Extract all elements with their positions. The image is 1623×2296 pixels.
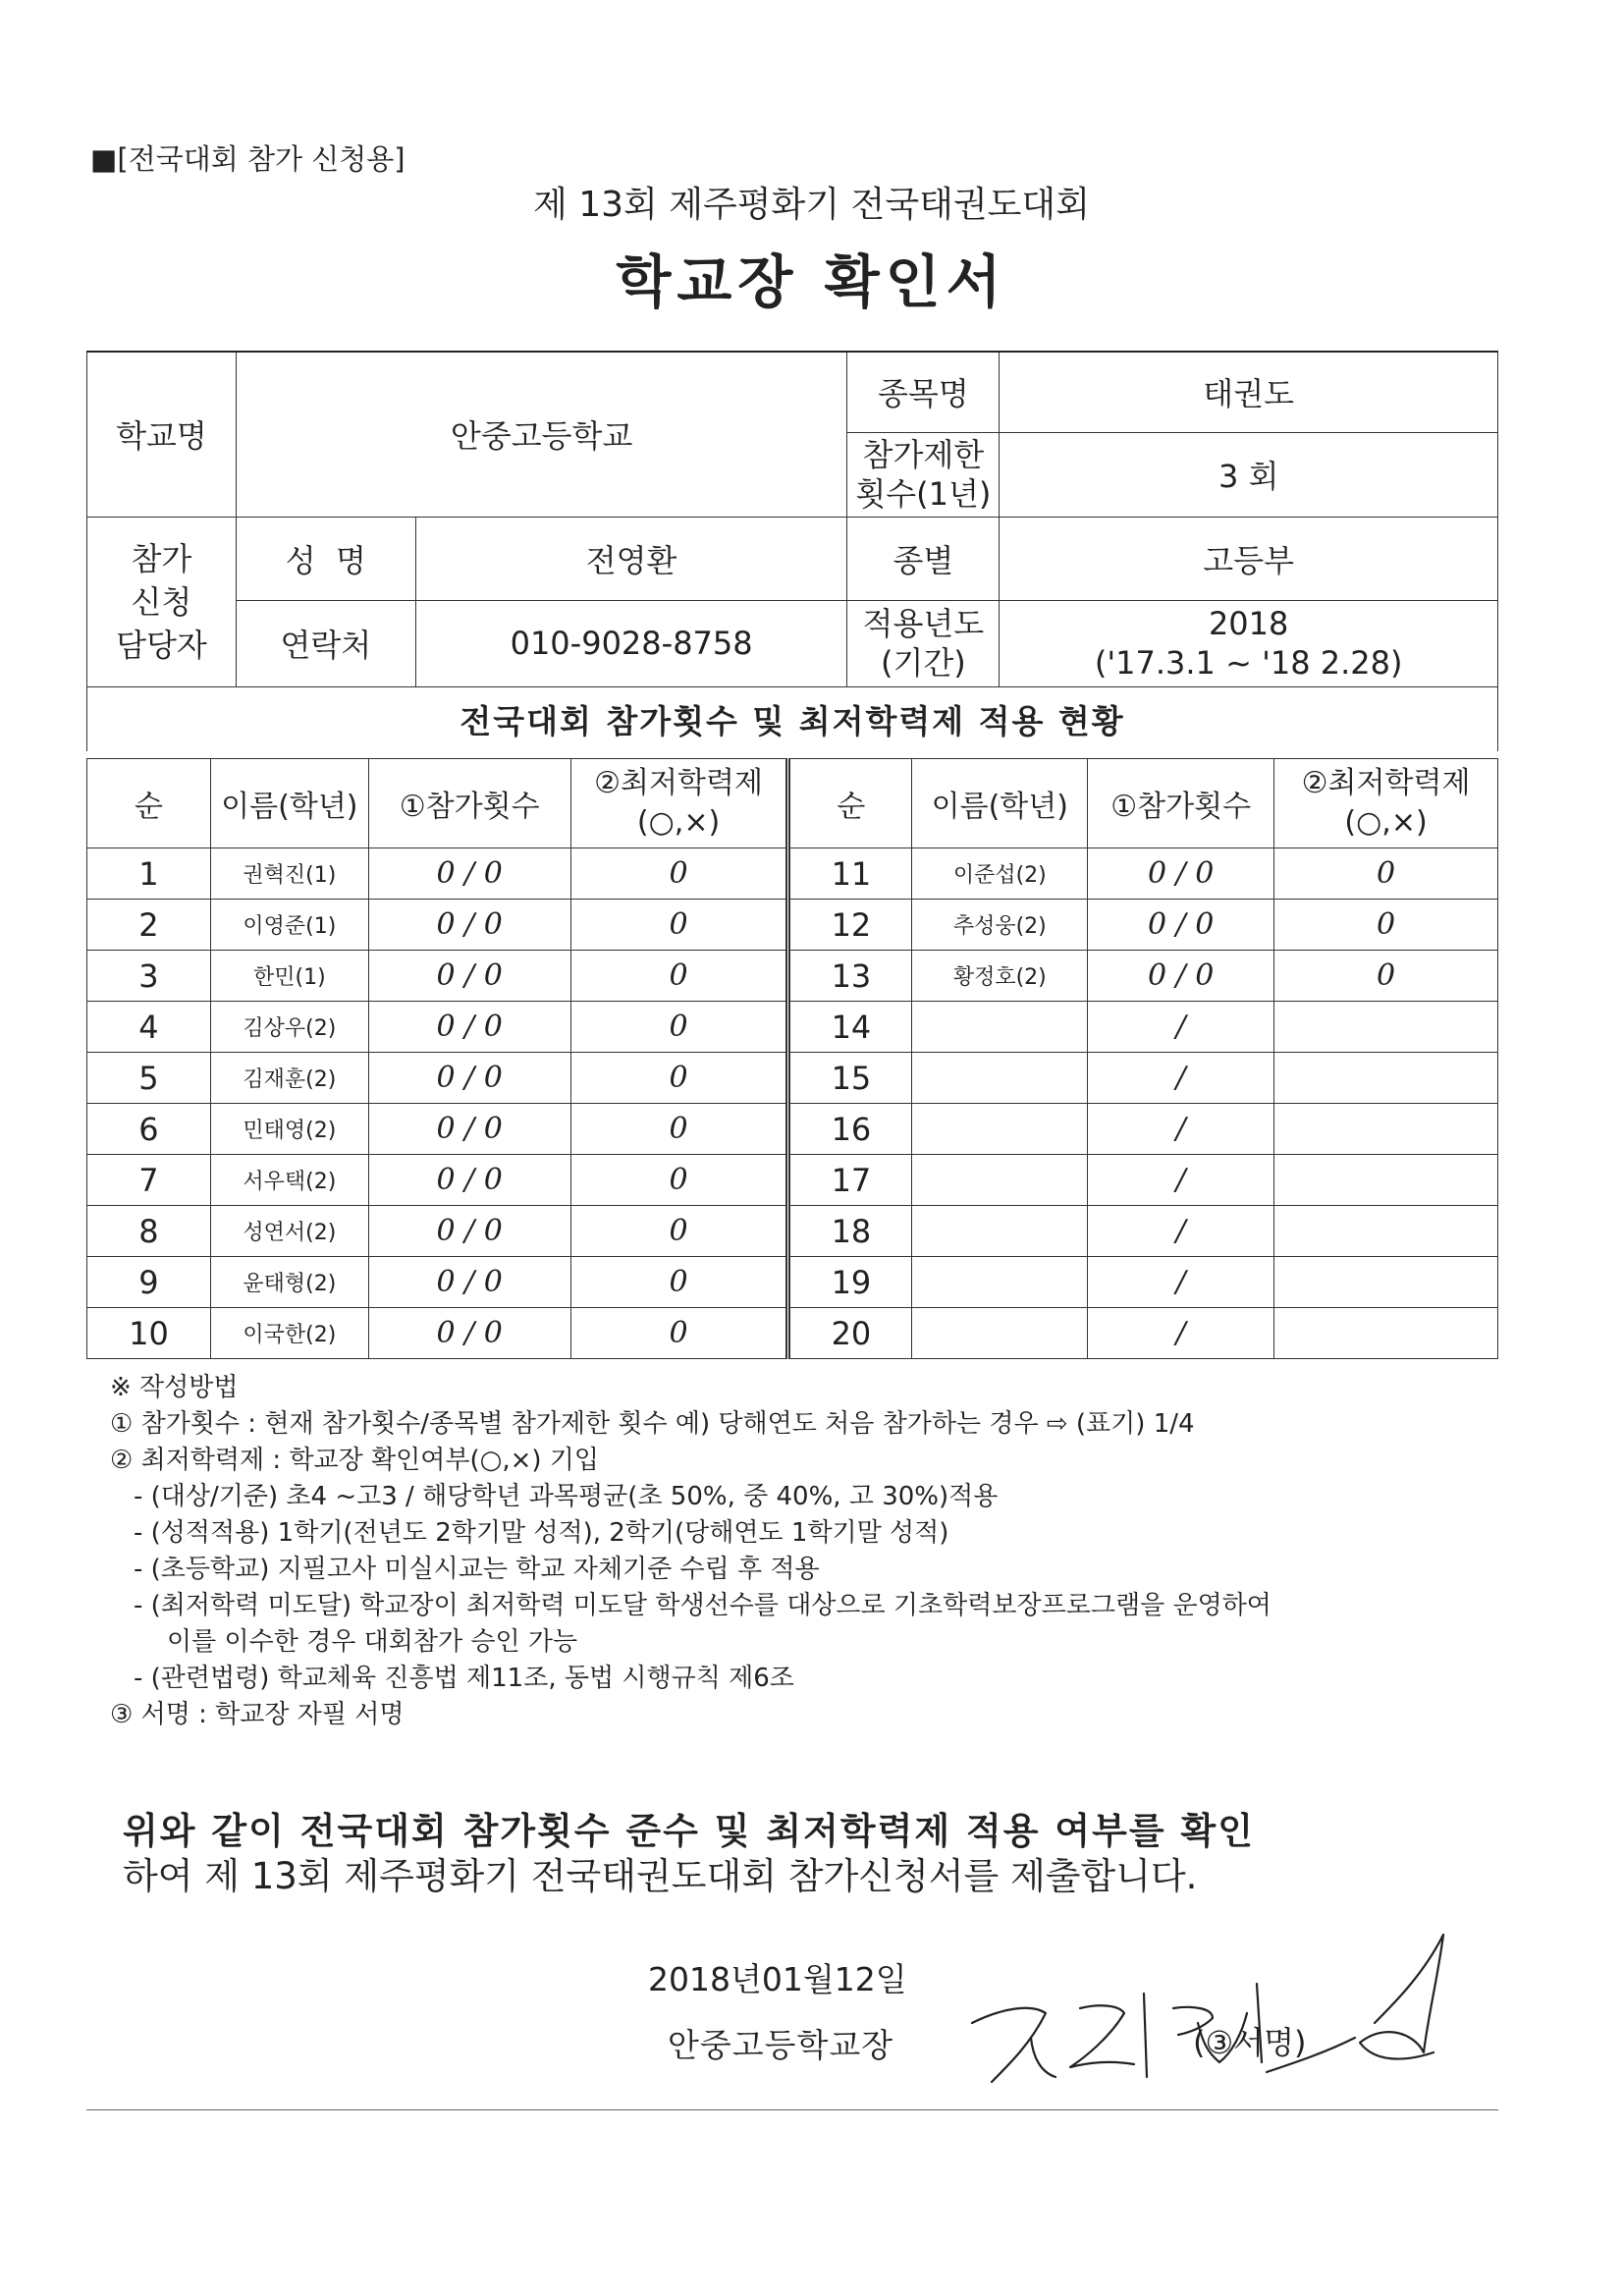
row-name: 황정호(2) (912, 951, 1088, 1002)
row-count: 0 / 0 (368, 1308, 570, 1359)
row-count: 0 / 0 (1088, 900, 1274, 951)
school-value: 안중고등학교 (236, 352, 847, 517)
submission-date: 2018년01월12일 (648, 1960, 907, 1998)
row-no: 4 (87, 1002, 211, 1053)
row-no: 3 (87, 951, 211, 1002)
col-name: 이름(학년) (210, 759, 368, 848)
limit-label (847, 432, 1000, 517)
col-min-2 (1274, 759, 1498, 848)
row-min: 0 (570, 848, 788, 900)
name-value: 전영환 (415, 517, 847, 600)
row-count: 0 / 0 (368, 848, 570, 900)
row-min (1274, 1308, 1498, 1359)
status-header-row (87, 759, 1498, 848)
row-no: 6 (87, 1104, 211, 1155)
row-count: / (1088, 1308, 1274, 1359)
col-min (570, 759, 788, 848)
year-value-line1: 2018 (1208, 605, 1289, 642)
bottom-divider (86, 2109, 1498, 2110)
row-name: 한민(1) (210, 951, 368, 1002)
table-row (87, 1104, 1498, 1155)
applicant-info-table (86, 351, 1498, 751)
row-count: 0 / 0 (1088, 951, 1274, 1002)
row-name: 김상우(2) (210, 1002, 368, 1053)
table-row (87, 1155, 1498, 1206)
table-row (87, 951, 1498, 1002)
row-count: 0 / 0 (368, 1053, 570, 1104)
row-min: 0 (570, 1104, 788, 1155)
applicant-label-line3: 담당자 (116, 626, 207, 664)
row-name (912, 1257, 1088, 1308)
row-count: / (1088, 1257, 1274, 1308)
row-no: 1 (87, 848, 211, 900)
row-name: 민태영(2) (210, 1104, 368, 1155)
table-row (87, 848, 1498, 900)
row-min: 0 (570, 951, 788, 1002)
note-item: ① 참가횟수 : 현재 참가횟수/종목별 참가제한 횟수 예) 당해연도 처음 참가하는 경우 ⇨ (표기) 1/4 (110, 1409, 1195, 1439)
row-min: 0 (570, 1002, 788, 1053)
limit-value: 3 회 (1000, 432, 1498, 517)
row-min (1274, 1257, 1498, 1308)
row-name (912, 1155, 1088, 1206)
row-min: 0 (1274, 848, 1498, 900)
row-no: 20 (788, 1308, 912, 1359)
signature-mark: (③서명) (1193, 2024, 1307, 2061)
row-min: 0 (1274, 900, 1498, 951)
row-name: 윤태형(2) (210, 1257, 368, 1308)
row-count: 0 / 0 (368, 900, 570, 951)
row-min (1274, 1206, 1498, 1257)
year-label-line1: 적용년도 (862, 605, 985, 642)
row-min: 0 (1274, 951, 1498, 1002)
row-name (912, 1308, 1088, 1359)
row-min: 0 (570, 1308, 788, 1359)
row-name: 성연서(2) (210, 1206, 368, 1257)
row-count: 0 / 0 (368, 1155, 570, 1206)
row-name: 권혁진(1) (210, 848, 368, 900)
note-subitem: - (최저학력 미도달) 학교장이 최저학력 미도달 학생선수를 대상으로 기초학력보장프로그램을 운영하여 (134, 1591, 1271, 1620)
table-row (87, 1002, 1498, 1053)
row-count: / (1088, 1002, 1274, 1053)
row-no: 5 (87, 1053, 211, 1104)
row-name: 서우택(2) (210, 1155, 368, 1206)
row-min: 0 (570, 1155, 788, 1206)
row-name: 김재훈(2) (210, 1053, 368, 1104)
col-min-line1: ②최저학력제 (594, 766, 763, 800)
note-item: ③ 서명 : 학교장 자필 서명 (110, 1700, 405, 1729)
table-row (87, 1257, 1498, 1308)
col-no: 순 (87, 759, 211, 848)
row-count: / (1088, 1155, 1274, 1206)
row-min (1274, 1104, 1498, 1155)
note-subitem: - (관련법령) 학교체육 진흥법 제11조, 동법 시행규칙 제6조 (134, 1664, 794, 1693)
col-name-2: 이름(학년) (912, 759, 1088, 848)
row-name: 이영준(1) (210, 900, 368, 951)
note-heading: ※ 작성방법 (110, 1373, 239, 1402)
contact-label: 연락처 (236, 600, 415, 686)
row-count: / (1088, 1104, 1274, 1155)
row-count: 0 / 0 (368, 1257, 570, 1308)
row-min: 0 (570, 1257, 788, 1308)
table-row (87, 1206, 1498, 1257)
col-min-line2: (○,×) (636, 805, 721, 840)
row-count: 0 / 0 (368, 1002, 570, 1053)
col-count-2: ①참가횟수 (1088, 759, 1274, 848)
col-no-2: 순 (788, 759, 912, 848)
row-name: 추성웅(2) (912, 900, 1088, 951)
principal-title: 안중고등학교장 (668, 2026, 894, 2064)
row-no: 17 (788, 1155, 912, 1206)
table-row (87, 1053, 1498, 1104)
event-label: 종목명 (847, 352, 1000, 432)
row-min (1274, 1053, 1498, 1104)
contact-value: 010-9028-8758 (415, 600, 847, 686)
division-value: 고등부 (1000, 517, 1498, 600)
year-label (847, 600, 1000, 686)
col-min-2-line2: (○,×) (1344, 805, 1428, 840)
participation-status-table (86, 758, 1498, 1359)
row-name (912, 1104, 1088, 1155)
row-count: / (1088, 1206, 1274, 1257)
row-no: 9 (87, 1257, 211, 1308)
note-subitem: - (대상/기준) 초4 ~고3 / 해당학년 과목평균(초 50%, 중 40%, 고 30%)적용 (134, 1482, 999, 1511)
row-count: 0 / 0 (368, 951, 570, 1002)
applicant-label (87, 517, 237, 686)
year-period: ('17.3.1 ~ '18 2.28) (1094, 644, 1403, 682)
row-no: 18 (788, 1206, 912, 1257)
row-no: 2 (87, 900, 211, 951)
row-no: 7 (87, 1155, 211, 1206)
row-count: 0 / 0 (1088, 848, 1274, 900)
note-subitem-cont: 이를 이수한 경우 대회참가 승인 가능 (167, 1627, 578, 1657)
instructions (110, 1370, 1524, 1733)
handwritten-signature (962, 1915, 1512, 2102)
note-subitem: - (초등학교) 지필고사 미실시교는 학교 자체기준 수립 후 적용 (134, 1555, 820, 1584)
event-subtitle: 제 13회 제주평화기 전국태권도대회 (532, 185, 1090, 225)
row-no: 12 (788, 900, 912, 951)
table-row (87, 900, 1498, 951)
col-count: ①참가횟수 (368, 759, 570, 848)
limit-label-line1: 참가제한 (862, 436, 985, 473)
row-min: 0 (570, 1206, 788, 1257)
applicant-label-line1: 참가 (131, 539, 192, 577)
row-no: 8 (87, 1206, 211, 1257)
school-label: 학교명 (87, 352, 237, 517)
row-min (1274, 1002, 1498, 1053)
document-title: 학교장 확인서 (616, 248, 1007, 315)
row-min: 0 (570, 1053, 788, 1104)
col-min-2-line1: ②최저학력제 (1301, 766, 1471, 800)
row-name (912, 1053, 1088, 1104)
applicant-label-line2: 신청 (131, 582, 192, 621)
row-name: 이국한(2) (210, 1308, 368, 1359)
row-min: 0 (570, 900, 788, 951)
row-no: 14 (788, 1002, 912, 1053)
name-label: 성 명 (236, 517, 415, 600)
row-name: 이준섭(2) (912, 848, 1088, 900)
status-section-title: 전국대회 참가횟수 및 최저학력제 적용 현황 (87, 686, 1498, 751)
division-label: 종별 (847, 517, 1000, 600)
row-min (1274, 1155, 1498, 1206)
table-row (87, 1308, 1498, 1359)
row-no: 15 (788, 1053, 912, 1104)
confirmation-line1: 위와 같이 전국대회 참가횟수 준수 및 최저학력제 적용 여부를 확인 (123, 1810, 1255, 1852)
row-no: 19 (788, 1257, 912, 1308)
row-no: 10 (87, 1308, 211, 1359)
row-count: / (1088, 1053, 1274, 1104)
year-label-line2: (기간) (880, 644, 966, 682)
confirmation-line2: 하여 제 13회 제주평화기 전국태권도대회 참가신청서를 제출합니다. (123, 1855, 1198, 1897)
row-name (912, 1206, 1088, 1257)
confirmation-statement (123, 1809, 1517, 1899)
note-subitem: - (성적적용) 1학기(전년도 2학기말 성적), 2학기(당해연도 1학기말 성적) (134, 1518, 949, 1548)
row-name (912, 1002, 1088, 1053)
event-value: 태권도 (1000, 352, 1498, 432)
form-type-tag: ■[전국대회 참가 신청용] (90, 142, 406, 176)
row-no: 13 (788, 951, 912, 1002)
year-value (1000, 600, 1498, 686)
limit-label-line2: 횟수(1년) (855, 475, 992, 513)
row-count: 0 / 0 (368, 1104, 570, 1155)
row-no: 11 (788, 848, 912, 900)
row-no: 16 (788, 1104, 912, 1155)
row-count: 0 / 0 (368, 1206, 570, 1257)
note-item: ② 최저학력제 : 학교장 확인여부(○,×) 기입 (110, 1446, 600, 1475)
